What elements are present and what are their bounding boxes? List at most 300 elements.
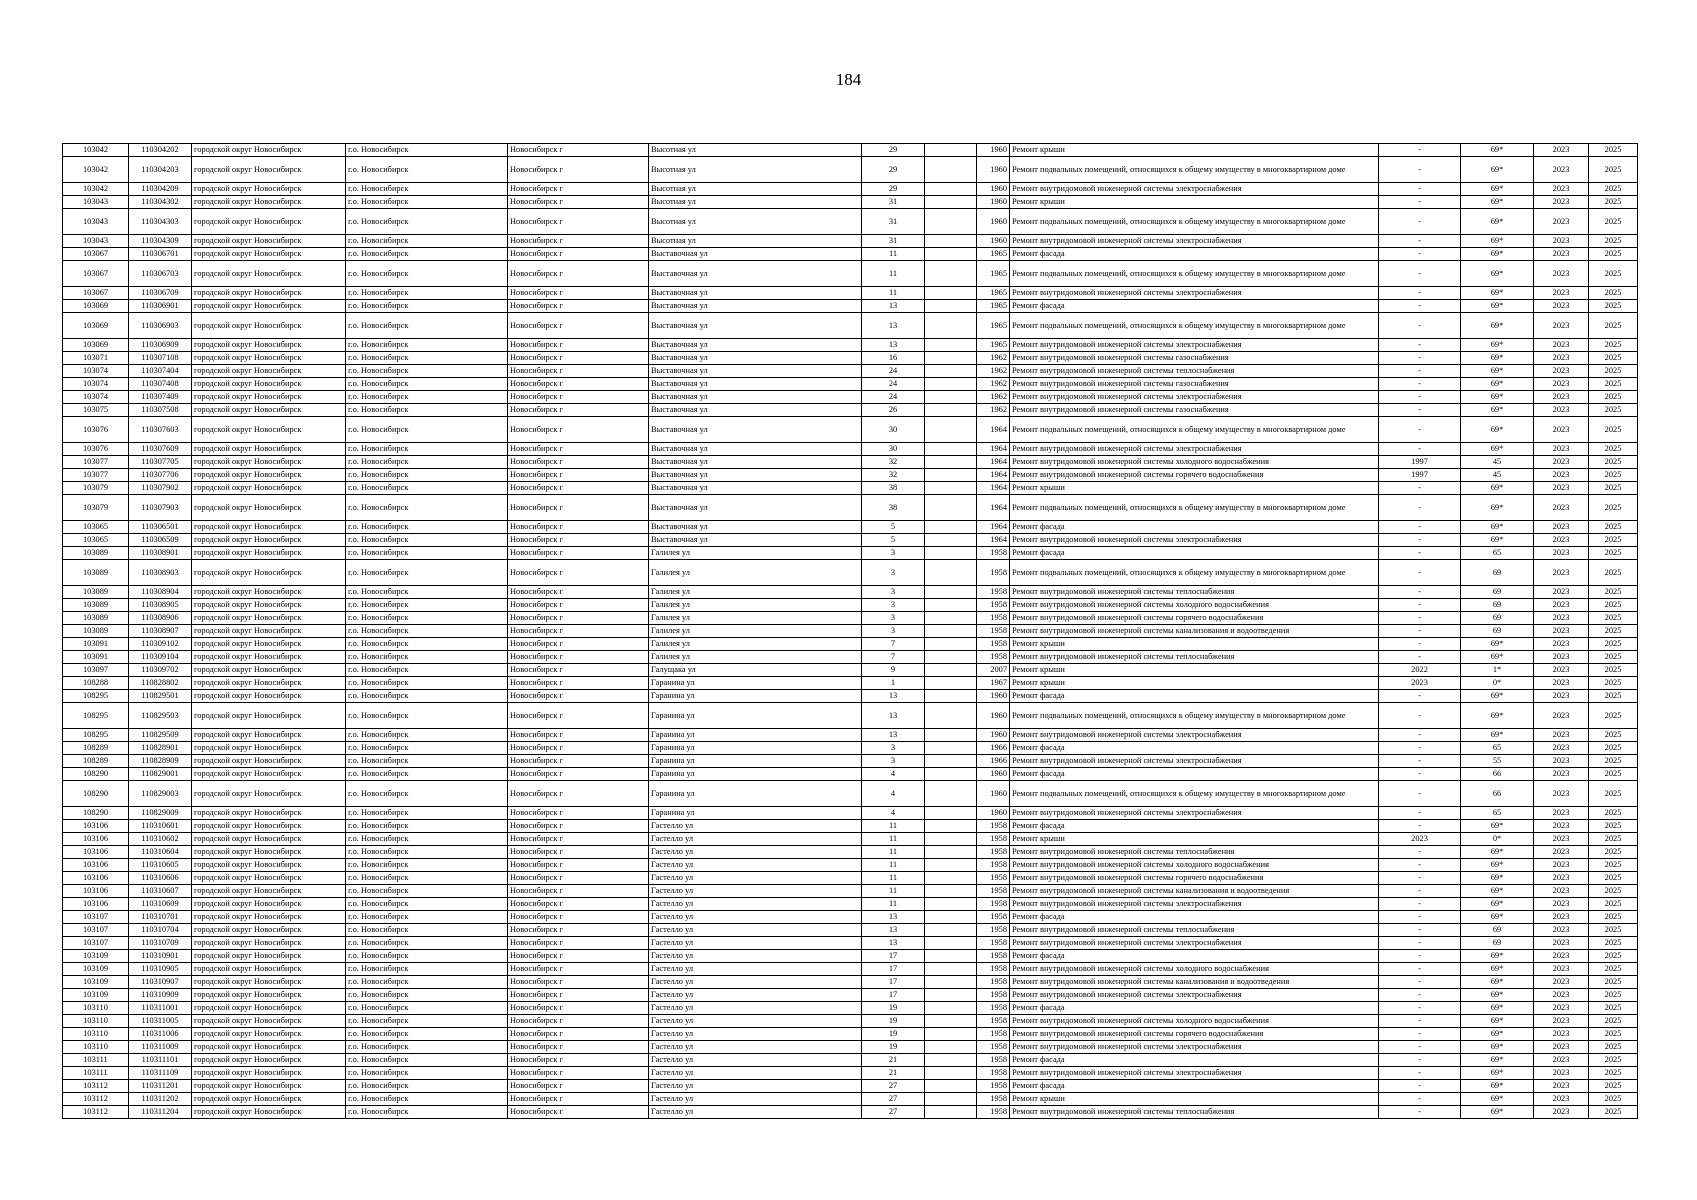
- build-year-cell: 1965: [977, 313, 1010, 339]
- work-type-cell: Ремонт внутридомовой инженерной системы теплоснабжения: [1010, 586, 1379, 599]
- code-cell: 110829501: [129, 690, 192, 703]
- district-cell: г.о. Новосибирск: [346, 157, 508, 183]
- last-repair-year-cell: 2022: [1379, 664, 1461, 677]
- code-cell: 110310905: [129, 963, 192, 976]
- house-number-cell: 27: [862, 1080, 925, 1093]
- table-row: [63, 1067, 1638, 1080]
- end-year-cell: 2025: [1589, 1106, 1638, 1119]
- end-year-cell: 2025: [1589, 209, 1638, 235]
- empty-cell: [925, 638, 977, 651]
- house-number-cell: 31: [862, 235, 925, 248]
- work-type-cell: Ремонт внутридомовой инженерной системы газоснабжения: [1010, 352, 1379, 365]
- last-repair-year-cell: -: [1379, 365, 1461, 378]
- start-year-cell: 2023: [1534, 625, 1589, 638]
- municipality-cell: городской округ Новосибирск: [192, 144, 346, 157]
- build-year-cell: 1960: [977, 157, 1010, 183]
- district-cell: г.о. Новосибирск: [346, 729, 508, 742]
- empty-cell: [925, 352, 977, 365]
- build-year-cell: 1958: [977, 599, 1010, 612]
- street-cell: Выставочная ул: [649, 391, 862, 404]
- wear-percent-cell: 69*: [1461, 1106, 1534, 1119]
- settlement-cell: Новосибирск г: [508, 339, 649, 352]
- code-cell: 110307409: [129, 391, 192, 404]
- municipality-cell: городской округ Новосибирск: [192, 781, 346, 807]
- object-id-cell: 103069: [63, 300, 129, 313]
- code-cell: 110829503: [129, 703, 192, 729]
- wear-percent-cell: 69*: [1461, 183, 1534, 196]
- end-year-cell: 2025: [1589, 690, 1638, 703]
- street-cell: Галилея ул: [649, 651, 862, 664]
- object-id-cell: 103106: [63, 859, 129, 872]
- code-cell: 110310709: [129, 937, 192, 950]
- build-year-cell: 1958: [977, 898, 1010, 911]
- street-cell: Гастелло ул: [649, 846, 862, 859]
- last-repair-year-cell: 2023: [1379, 833, 1461, 846]
- work-type-cell: Ремонт внутридомовой инженерной системы горячего водоснабжения: [1010, 612, 1379, 625]
- object-id-cell: 103107: [63, 911, 129, 924]
- settlement-cell: Новосибирск г: [508, 638, 649, 651]
- street-cell: Выставочная ул: [649, 534, 862, 547]
- district-cell: г.о. Новосибирск: [346, 937, 508, 950]
- start-year-cell: 2023: [1534, 1041, 1589, 1054]
- code-cell: 110304209: [129, 183, 192, 196]
- last-repair-year-cell: -: [1379, 1041, 1461, 1054]
- object-id-cell: 103110: [63, 1028, 129, 1041]
- municipality-cell: городской округ Новосибирск: [192, 521, 346, 534]
- street-cell: Галилея ул: [649, 599, 862, 612]
- work-type-cell: Ремонт внутридомовой инженерной системы электроснабжения: [1010, 755, 1379, 768]
- build-year-cell: 1958: [977, 833, 1010, 846]
- municipality-cell: городской округ Новосибирск: [192, 1015, 346, 1028]
- object-id-cell: 103067: [63, 248, 129, 261]
- wear-percent-cell: 69: [1461, 625, 1534, 638]
- settlement-cell: Новосибирск г: [508, 495, 649, 521]
- start-year-cell: 2023: [1534, 859, 1589, 872]
- municipality-cell: городской округ Новосибирск: [192, 664, 346, 677]
- end-year-cell: 2025: [1589, 599, 1638, 612]
- start-year-cell: 2023: [1534, 456, 1589, 469]
- object-id-cell: 103067: [63, 261, 129, 287]
- street-cell: Выставочная ул: [649, 521, 862, 534]
- municipality-cell: городской округ Новосибирск: [192, 638, 346, 651]
- municipality-cell: городской округ Новосибирск: [192, 950, 346, 963]
- street-cell: Выставочная ул: [649, 261, 862, 287]
- municipality-cell: городской округ Новосибирск: [192, 560, 346, 586]
- district-cell: г.о. Новосибирск: [346, 261, 508, 287]
- wear-percent-cell: 69*: [1461, 157, 1534, 183]
- wear-percent-cell: 66: [1461, 768, 1534, 781]
- work-type-cell: Ремонт фасада: [1010, 768, 1379, 781]
- empty-cell: [925, 872, 977, 885]
- code-cell: 110310609: [129, 898, 192, 911]
- settlement-cell: Новосибирск г: [508, 625, 649, 638]
- build-year-cell: 1962: [977, 365, 1010, 378]
- house-number-cell: 19: [862, 1028, 925, 1041]
- house-number-cell: 17: [862, 976, 925, 989]
- house-number-cell: 7: [862, 638, 925, 651]
- table-row: [63, 261, 1638, 287]
- house-number-cell: 30: [862, 417, 925, 443]
- wear-percent-cell: 66: [1461, 781, 1534, 807]
- code-cell: 110829009: [129, 807, 192, 820]
- district-cell: г.о. Новосибирск: [346, 924, 508, 937]
- table-row: [63, 651, 1638, 664]
- work-type-cell: Ремонт крыши: [1010, 1093, 1379, 1106]
- empty-cell: [925, 1106, 977, 1119]
- end-year-cell: 2025: [1589, 755, 1638, 768]
- house-number-cell: 31: [862, 209, 925, 235]
- wear-percent-cell: 45: [1461, 469, 1534, 482]
- code-cell: 110307903: [129, 495, 192, 521]
- municipality-cell: городской округ Новосибирск: [192, 378, 346, 391]
- build-year-cell: 1960: [977, 768, 1010, 781]
- build-year-cell: 1960: [977, 690, 1010, 703]
- start-year-cell: 2023: [1534, 846, 1589, 859]
- object-id-cell: 103075: [63, 404, 129, 417]
- object-id-cell: 103074: [63, 365, 129, 378]
- start-year-cell: 2023: [1534, 872, 1589, 885]
- settlement-cell: Новосибирск г: [508, 482, 649, 495]
- wear-percent-cell: 69*: [1461, 313, 1534, 339]
- last-repair-year-cell: -: [1379, 911, 1461, 924]
- house-number-cell: 29: [862, 183, 925, 196]
- code-cell: 110309702: [129, 664, 192, 677]
- last-repair-year-cell: -: [1379, 820, 1461, 833]
- house-number-cell: 32: [862, 456, 925, 469]
- table-row: [63, 755, 1638, 768]
- district-cell: г.о. Новосибирск: [346, 872, 508, 885]
- district-cell: г.о. Новосибирск: [346, 456, 508, 469]
- wear-percent-cell: 69*: [1461, 365, 1534, 378]
- wear-percent-cell: 69*: [1461, 339, 1534, 352]
- object-id-cell: 103112: [63, 1106, 129, 1119]
- table-row: [63, 378, 1638, 391]
- work-type-cell: Ремонт крыши: [1010, 664, 1379, 677]
- build-year-cell: 1960: [977, 729, 1010, 742]
- wear-percent-cell: 69*: [1461, 404, 1534, 417]
- empty-cell: [925, 846, 977, 859]
- object-id-cell: 103109: [63, 989, 129, 1002]
- build-year-cell: 1958: [977, 950, 1010, 963]
- wear-percent-cell: 69*: [1461, 911, 1534, 924]
- empty-cell: [925, 209, 977, 235]
- start-year-cell: 2023: [1534, 677, 1589, 690]
- settlement-cell: Новосибирск г: [508, 872, 649, 885]
- municipality-cell: городской округ Новосибирск: [192, 963, 346, 976]
- wear-percent-cell: 69*: [1461, 1054, 1534, 1067]
- house-number-cell: 13: [862, 690, 925, 703]
- street-cell: Высотная ул: [649, 183, 862, 196]
- build-year-cell: 1958: [977, 820, 1010, 833]
- empty-cell: [925, 703, 977, 729]
- table-row: [63, 872, 1638, 885]
- district-cell: г.о. Новосибирск: [346, 352, 508, 365]
- build-year-cell: 1964: [977, 417, 1010, 443]
- end-year-cell: 2025: [1589, 1015, 1638, 1028]
- build-year-cell: 1964: [977, 521, 1010, 534]
- district-cell: г.о. Новосибирск: [346, 989, 508, 1002]
- last-repair-year-cell: -: [1379, 235, 1461, 248]
- work-type-cell: Ремонт фасада: [1010, 742, 1379, 755]
- code-cell: 110304203: [129, 157, 192, 183]
- start-year-cell: 2023: [1534, 781, 1589, 807]
- empty-cell: [925, 495, 977, 521]
- last-repair-year-cell: -: [1379, 729, 1461, 742]
- district-cell: г.о. Новосибирск: [346, 651, 508, 664]
- start-year-cell: 2023: [1534, 729, 1589, 742]
- house-number-cell: 3: [862, 560, 925, 586]
- work-type-cell: Ремонт внутридомовой инженерной системы электроснабжения: [1010, 287, 1379, 300]
- last-repair-year-cell: -: [1379, 599, 1461, 612]
- object-id-cell: 103110: [63, 1015, 129, 1028]
- start-year-cell: 2023: [1534, 911, 1589, 924]
- house-number-cell: 11: [862, 248, 925, 261]
- build-year-cell: 1958: [977, 859, 1010, 872]
- build-year-cell: 1966: [977, 742, 1010, 755]
- start-year-cell: 2023: [1534, 898, 1589, 911]
- settlement-cell: Новосибирск г: [508, 560, 649, 586]
- code-cell: 110307609: [129, 443, 192, 456]
- last-repair-year-cell: -: [1379, 339, 1461, 352]
- table-row: [63, 417, 1638, 443]
- settlement-cell: Новосибирск г: [508, 755, 649, 768]
- district-cell: г.о. Новосибирск: [346, 807, 508, 820]
- wear-percent-cell: 69*: [1461, 846, 1534, 859]
- work-type-cell: Ремонт внутридомовой инженерной системы холодного водоснабжения: [1010, 456, 1379, 469]
- municipality-cell: городской округ Новосибирск: [192, 1093, 346, 1106]
- repair-program-table: [62, 143, 1638, 1119]
- settlement-cell: Новосибирск г: [508, 963, 649, 976]
- house-number-cell: 13: [862, 313, 925, 339]
- table-row: [63, 209, 1638, 235]
- object-id-cell: 103089: [63, 612, 129, 625]
- end-year-cell: 2025: [1589, 950, 1638, 963]
- empty-cell: [925, 586, 977, 599]
- last-repair-year-cell: -: [1379, 690, 1461, 703]
- table-row: [63, 521, 1638, 534]
- table-row: [63, 885, 1638, 898]
- district-cell: г.о. Новосибирск: [346, 547, 508, 560]
- district-cell: г.о. Новосибирск: [346, 560, 508, 586]
- start-year-cell: 2023: [1534, 404, 1589, 417]
- street-cell: Гастелло ул: [649, 976, 862, 989]
- object-id-cell: 103076: [63, 443, 129, 456]
- wear-percent-cell: 65: [1461, 547, 1534, 560]
- start-year-cell: 2023: [1534, 963, 1589, 976]
- wear-percent-cell: 69*: [1461, 1015, 1534, 1028]
- empty-cell: [925, 729, 977, 742]
- work-type-cell: Ремонт внутридомовой инженерной системы горячего водоснабжения: [1010, 469, 1379, 482]
- street-cell: Гастелло ул: [649, 885, 862, 898]
- street-cell: Гаранина ул: [649, 781, 862, 807]
- build-year-cell: 1960: [977, 209, 1010, 235]
- last-repair-year-cell: 1997: [1379, 456, 1461, 469]
- code-cell: 110308905: [129, 599, 192, 612]
- object-id-cell: 103069: [63, 339, 129, 352]
- house-number-cell: 38: [862, 482, 925, 495]
- house-number-cell: 32: [862, 469, 925, 482]
- municipality-cell: городской округ Новосибирск: [192, 1067, 346, 1080]
- table-row: [63, 456, 1638, 469]
- start-year-cell: 2023: [1534, 235, 1589, 248]
- end-year-cell: 2025: [1589, 664, 1638, 677]
- house-number-cell: 13: [862, 729, 925, 742]
- empty-cell: [925, 898, 977, 911]
- district-cell: г.о. Новосибирск: [346, 612, 508, 625]
- empty-cell: [925, 755, 977, 768]
- empty-cell: [925, 807, 977, 820]
- build-year-cell: 1966: [977, 755, 1010, 768]
- last-repair-year-cell: -: [1379, 378, 1461, 391]
- last-repair-year-cell: -: [1379, 1028, 1461, 1041]
- settlement-cell: Новосибирск г: [508, 1080, 649, 1093]
- last-repair-year-cell: -: [1379, 781, 1461, 807]
- page-number: 184: [835, 70, 862, 89]
- empty-cell: [925, 300, 977, 313]
- settlement-cell: Новосибирск г: [508, 157, 649, 183]
- build-year-cell: 1958: [977, 1041, 1010, 1054]
- table-row: [63, 1080, 1638, 1093]
- end-year-cell: 2025: [1589, 820, 1638, 833]
- last-repair-year-cell: -: [1379, 144, 1461, 157]
- work-type-cell: Ремонт фасада: [1010, 950, 1379, 963]
- table-row: [63, 846, 1638, 859]
- build-year-cell: 1967: [977, 677, 1010, 690]
- house-number-cell: 24: [862, 378, 925, 391]
- municipality-cell: городской округ Новосибирск: [192, 183, 346, 196]
- start-year-cell: 2023: [1534, 820, 1589, 833]
- street-cell: Гастелло ул: [649, 950, 862, 963]
- wear-percent-cell: 69*: [1461, 638, 1534, 651]
- end-year-cell: 2025: [1589, 469, 1638, 482]
- table-row: [63, 586, 1638, 599]
- start-year-cell: 2023: [1534, 950, 1589, 963]
- build-year-cell: 1964: [977, 456, 1010, 469]
- last-repair-year-cell: 2023: [1379, 677, 1461, 690]
- settlement-cell: Новосибирск г: [508, 547, 649, 560]
- build-year-cell: 1958: [977, 937, 1010, 950]
- last-repair-year-cell: -: [1379, 261, 1461, 287]
- code-cell: 110307706: [129, 469, 192, 482]
- last-repair-year-cell: -: [1379, 1106, 1461, 1119]
- wear-percent-cell: 69*: [1461, 950, 1534, 963]
- settlement-cell: Новосибирск г: [508, 703, 649, 729]
- wear-percent-cell: 69*: [1461, 651, 1534, 664]
- build-year-cell: 1958: [977, 1028, 1010, 1041]
- end-year-cell: 2025: [1589, 651, 1638, 664]
- house-number-cell: 11: [862, 859, 925, 872]
- start-year-cell: 2023: [1534, 313, 1589, 339]
- wear-percent-cell: 69: [1461, 924, 1534, 937]
- settlement-cell: Новосибирск г: [508, 586, 649, 599]
- object-id-cell: 103043: [63, 196, 129, 209]
- district-cell: г.о. Новосибирск: [346, 443, 508, 456]
- empty-cell: [925, 1093, 977, 1106]
- end-year-cell: 2025: [1589, 742, 1638, 755]
- last-repair-year-cell: -: [1379, 1054, 1461, 1067]
- object-id-cell: 103109: [63, 976, 129, 989]
- settlement-cell: Новосибирск г: [508, 729, 649, 742]
- work-type-cell: Ремонт крыши: [1010, 833, 1379, 846]
- work-type-cell: Ремонт внутридомовой инженерной системы электроснабжения: [1010, 989, 1379, 1002]
- empty-cell: [925, 950, 977, 963]
- table-row: [63, 612, 1638, 625]
- last-repair-year-cell: -: [1379, 1002, 1461, 1015]
- table-row: [63, 547, 1638, 560]
- table-row: [63, 1106, 1638, 1119]
- end-year-cell: 2025: [1589, 872, 1638, 885]
- empty-cell: [925, 391, 977, 404]
- wear-percent-cell: 69*: [1461, 196, 1534, 209]
- district-cell: г.о. Новосибирск: [346, 677, 508, 690]
- municipality-cell: городской округ Новосибирск: [192, 313, 346, 339]
- empty-cell: [925, 1002, 977, 1015]
- municipality-cell: городской округ Новосибирск: [192, 742, 346, 755]
- street-cell: Выставочная ул: [649, 339, 862, 352]
- settlement-cell: Новосибирск г: [508, 781, 649, 807]
- table-row: [63, 950, 1638, 963]
- build-year-cell: 1958: [977, 846, 1010, 859]
- build-year-cell: 1958: [977, 1106, 1010, 1119]
- municipality-cell: городской округ Новосибирск: [192, 365, 346, 378]
- street-cell: Высотная ул: [649, 209, 862, 235]
- table-row: [63, 1002, 1638, 1015]
- municipality-cell: городской округ Новосибирск: [192, 235, 346, 248]
- wear-percent-cell: 69*: [1461, 287, 1534, 300]
- empty-cell: [925, 924, 977, 937]
- object-id-cell: 103089: [63, 625, 129, 638]
- settlement-cell: Новосибирск г: [508, 378, 649, 391]
- end-year-cell: 2025: [1589, 807, 1638, 820]
- house-number-cell: 13: [862, 300, 925, 313]
- last-repair-year-cell: -: [1379, 768, 1461, 781]
- object-id-cell: 103106: [63, 846, 129, 859]
- house-number-cell: 24: [862, 391, 925, 404]
- build-year-cell: 1958: [977, 911, 1010, 924]
- table-row: [63, 1054, 1638, 1067]
- table-row: [63, 807, 1638, 820]
- start-year-cell: 2023: [1534, 469, 1589, 482]
- work-type-cell: Ремонт фасада: [1010, 1080, 1379, 1093]
- house-number-cell: 7: [862, 651, 925, 664]
- work-type-cell: Ремонт подвальных помещений, относящихся к общему имуществу в многоквартирном доме: [1010, 703, 1379, 729]
- house-number-cell: 11: [862, 287, 925, 300]
- district-cell: г.о. Новосибирск: [346, 885, 508, 898]
- work-type-cell: Ремонт внутридомовой инженерной системы электроснабжения: [1010, 339, 1379, 352]
- municipality-cell: городской округ Новосибирск: [192, 391, 346, 404]
- district-cell: г.о. Новосибирск: [346, 1028, 508, 1041]
- table-row: [63, 937, 1638, 950]
- table-row: [63, 1015, 1638, 1028]
- object-id-cell: 103106: [63, 820, 129, 833]
- build-year-cell: 1958: [977, 1067, 1010, 1080]
- object-id-cell: 103089: [63, 586, 129, 599]
- last-repair-year-cell: -: [1379, 950, 1461, 963]
- wear-percent-cell: 69*: [1461, 378, 1534, 391]
- end-year-cell: 2025: [1589, 378, 1638, 391]
- wear-percent-cell: 69: [1461, 937, 1534, 950]
- start-year-cell: 2023: [1534, 1106, 1589, 1119]
- table-row: [63, 768, 1638, 781]
- start-year-cell: 2023: [1534, 378, 1589, 391]
- settlement-cell: Новосибирск г: [508, 612, 649, 625]
- last-repair-year-cell: 1997: [1379, 469, 1461, 482]
- build-year-cell: 1958: [977, 612, 1010, 625]
- work-type-cell: Ремонт крыши: [1010, 638, 1379, 651]
- object-id-cell: 103110: [63, 1041, 129, 1054]
- start-year-cell: 2023: [1534, 144, 1589, 157]
- empty-cell: [925, 521, 977, 534]
